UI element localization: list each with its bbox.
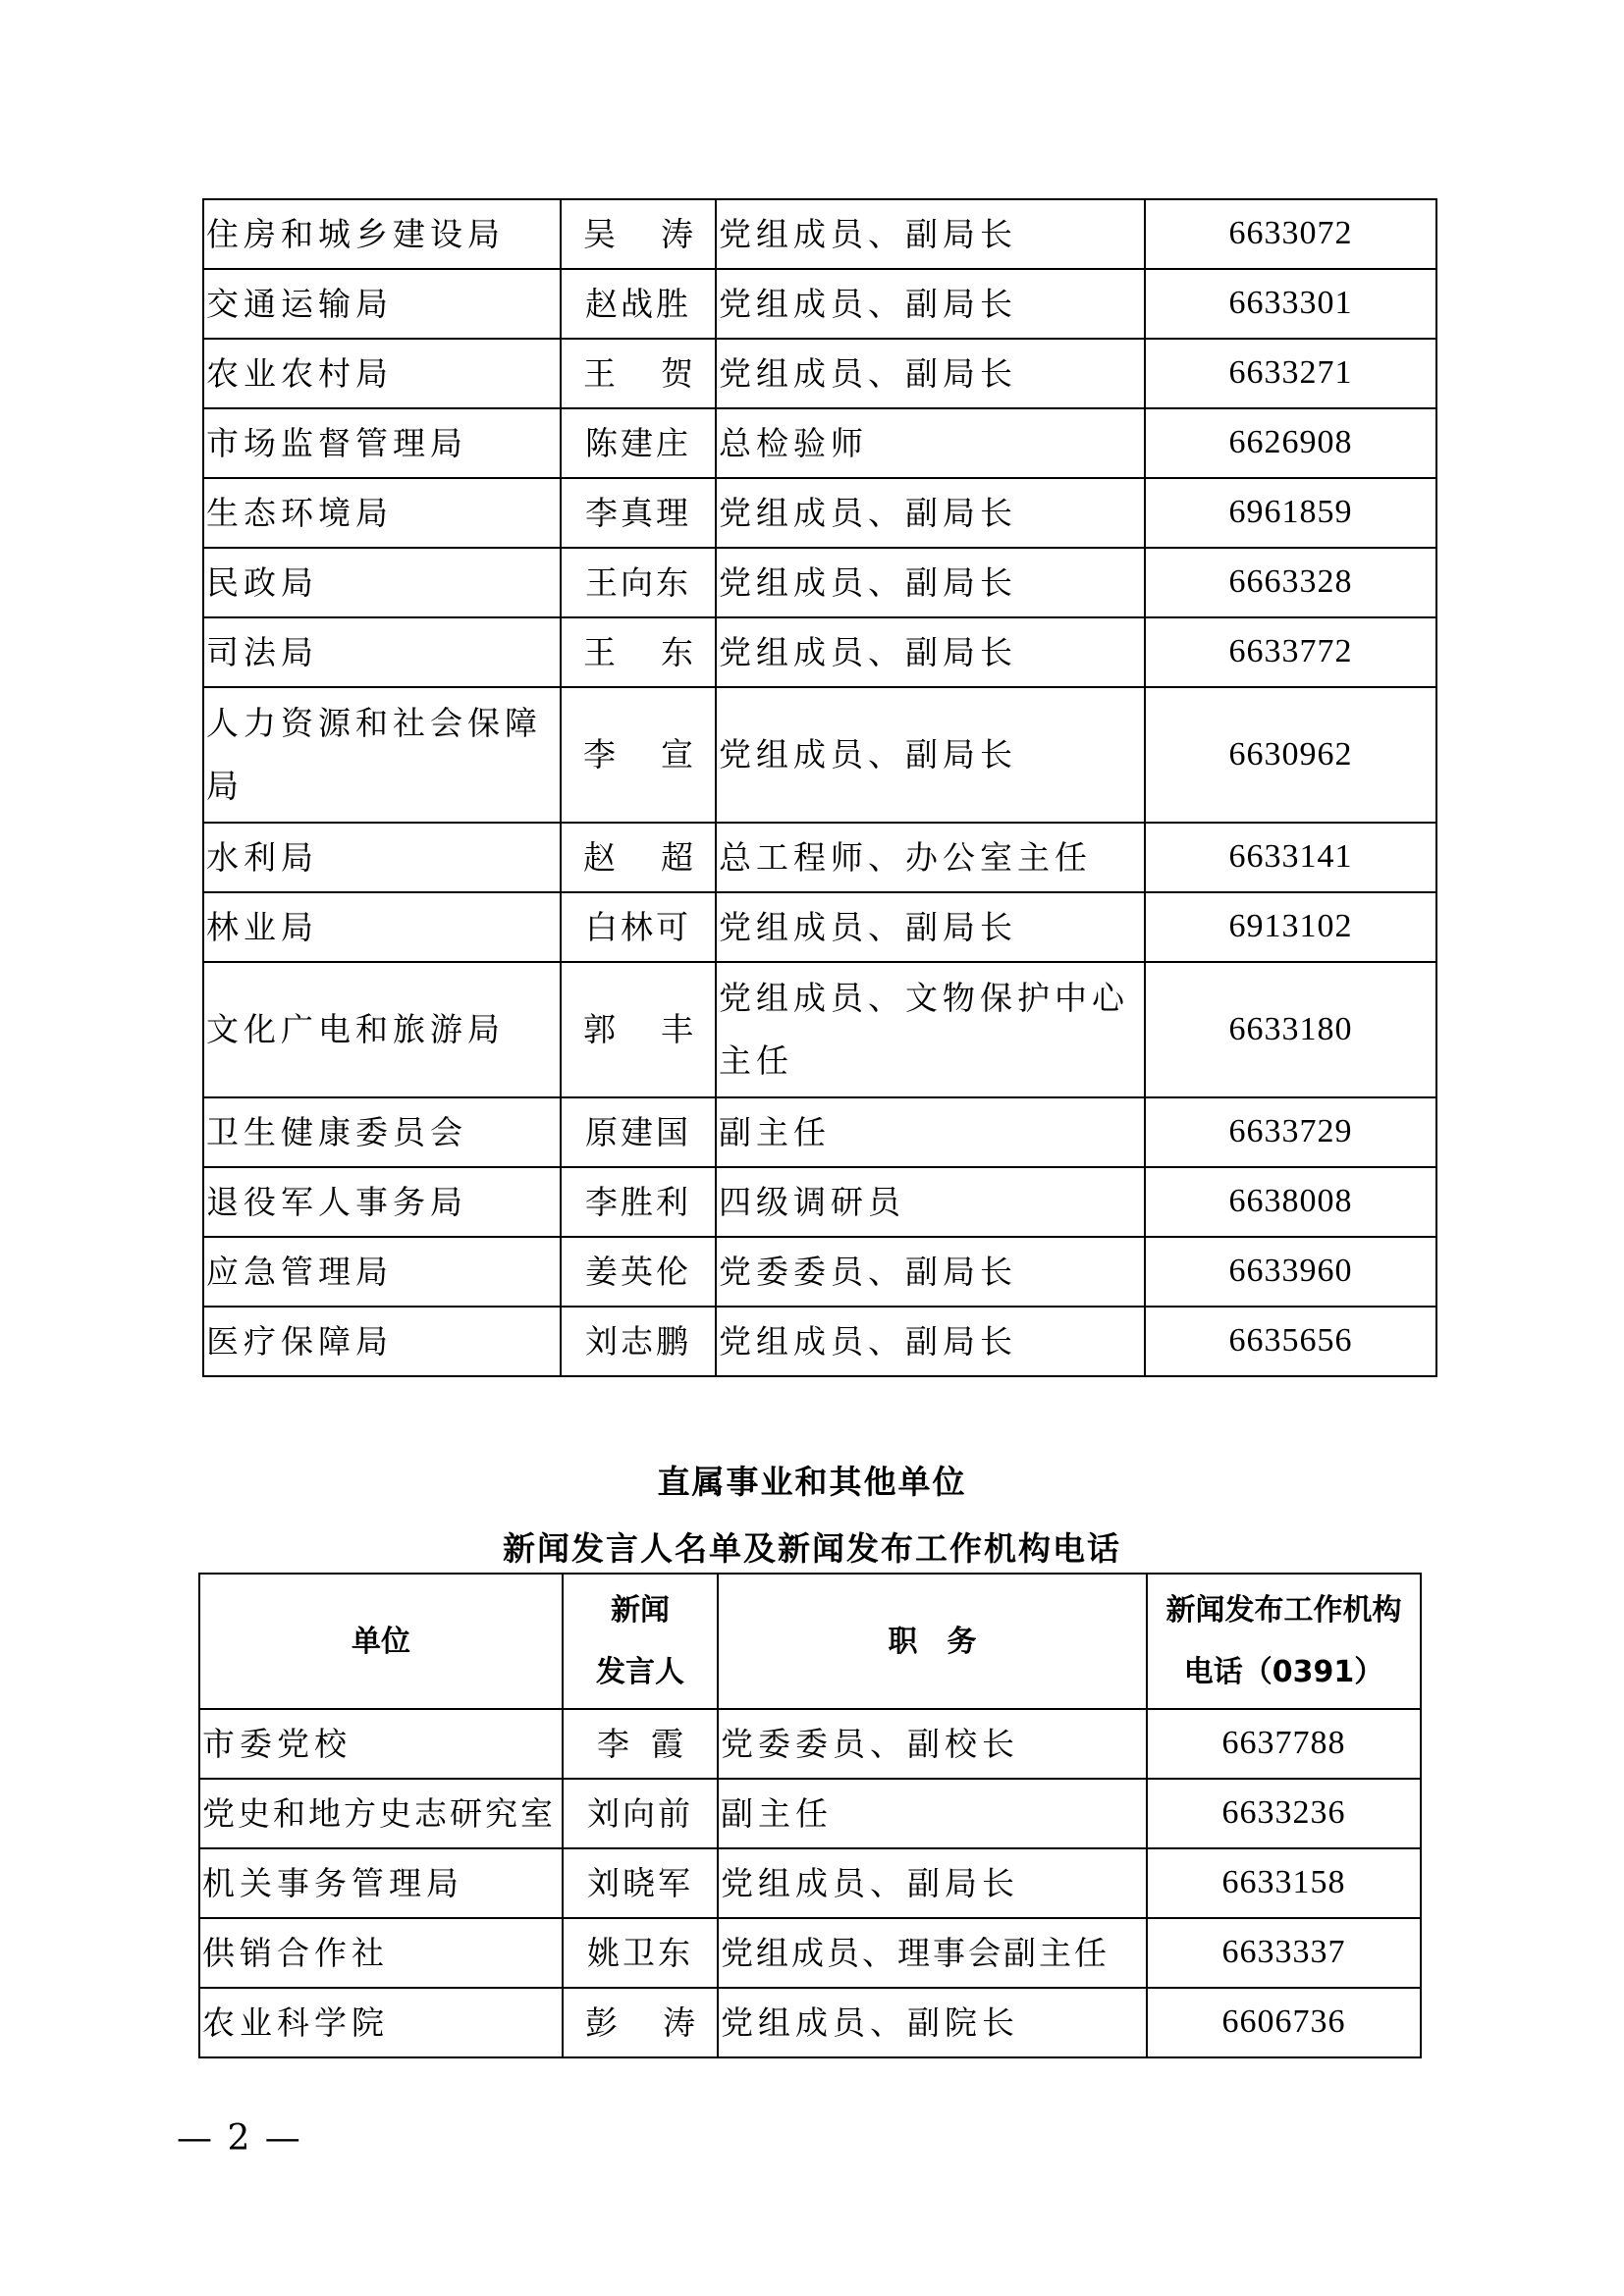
position-cell: 党组成员、副局长 (716, 687, 1145, 823)
table-row (203, 478, 1436, 548)
unit-cell: 水利局 (203, 823, 561, 892)
position-cell: 总检验师 (716, 408, 1145, 478)
spokesperson-table-bureaus (202, 198, 1437, 1377)
position-cell: 党组成员、副局长 (716, 269, 1145, 339)
position-cell: 党组成员、副局长 (716, 1307, 1145, 1376)
phone-cell: 6633236 (1147, 1779, 1421, 1848)
position-cell: 党组成员、文物保护中心主任 (716, 962, 1145, 1097)
unit-cell: 文化广电和旅游局 (203, 962, 561, 1097)
phone-cell: 6633158 (1147, 1848, 1421, 1918)
unit-cell: 市委党校 (199, 1709, 563, 1779)
table-row (199, 1988, 1421, 2057)
table-row (203, 892, 1436, 962)
phone-cell: 6633729 (1145, 1097, 1436, 1167)
spokesperson-cell: 王 东 (561, 617, 716, 687)
spokesperson-cell: 赵战胜 (561, 269, 716, 339)
spokesperson-cell: 原建国 (561, 1097, 716, 1167)
position-cell: 党组成员、副局长 (716, 892, 1145, 962)
position-cell: 党组成员、副局长 (716, 199, 1145, 269)
table-row (203, 199, 1436, 269)
unit-cell: 住房和城乡建设局 (203, 199, 561, 269)
table-row (203, 548, 1436, 617)
table-row (203, 823, 1436, 892)
unit-cell: 林业局 (203, 892, 561, 962)
spokesperson-table-affiliated-units (198, 1573, 1422, 2058)
phone-cell: 6633301 (1145, 269, 1436, 339)
table-row (203, 339, 1436, 408)
unit-cell: 交通运输局 (203, 269, 561, 339)
table-row (203, 687, 1436, 823)
phone-cell: 6633337 (1147, 1918, 1421, 1988)
table-row (203, 269, 1436, 339)
spokesperson-cell: 姜英伦 (561, 1237, 716, 1307)
position-cell: 党委委员、副校长 (718, 1709, 1147, 1779)
position-cell: 党组成员、副局长 (716, 339, 1145, 408)
table-row (203, 1237, 1436, 1307)
phone-cell: 6961859 (1145, 478, 1436, 548)
spokesperson-cell: 刘晓军 (563, 1848, 718, 1918)
column-header-spokesperson: 新闻 发言人 (563, 1574, 718, 1709)
column-header-phone: 新闻发布工作机构 电话（0391） (1147, 1574, 1421, 1709)
phone-cell: 6663328 (1145, 548, 1436, 617)
position-cell: 总工程师、办公室主任 (716, 823, 1145, 892)
position-cell: 党组成员、副局长 (716, 617, 1145, 687)
spokesperson-cell: 李 宣 (561, 687, 716, 823)
unit-cell: 民政局 (203, 548, 561, 617)
table-row (203, 617, 1436, 687)
phone-cell: 6633072 (1145, 199, 1436, 269)
phone-cell: 6913102 (1145, 892, 1436, 962)
unit-cell: 应急管理局 (203, 1237, 561, 1307)
position-cell: 党组成员、理事会副主任 (718, 1918, 1147, 1988)
position-cell: 党组成员、副局长 (716, 478, 1145, 548)
spokesperson-cell: 陈建庄 (561, 408, 716, 478)
table-header-row (199, 1574, 1421, 1709)
table-row (199, 1779, 1421, 1848)
spokesperson-cell: 刘向前 (563, 1779, 718, 1848)
table-row (203, 408, 1436, 478)
spokesperson-cell: 王向东 (561, 548, 716, 617)
phone-cell: 6635656 (1145, 1307, 1436, 1376)
unit-cell: 市场监督管理局 (203, 408, 561, 478)
spokesperson-cell: 彭 涛 (563, 1988, 718, 2057)
phone-cell: 6633141 (1145, 823, 1436, 892)
position-cell: 副主任 (718, 1779, 1147, 1848)
spokesperson-cell: 吴 涛 (561, 199, 716, 269)
spokesperson-cell: 刘志鹏 (561, 1307, 716, 1376)
table-row (199, 1848, 1421, 1918)
table-row (199, 1918, 1421, 1988)
unit-cell: 生态环境局 (203, 478, 561, 548)
unit-cell: 司法局 (203, 617, 561, 687)
position-cell: 党组成员、副院长 (718, 1988, 1147, 2057)
table-row (203, 962, 1436, 1097)
unit-cell: 党史和地方史志研究室 (199, 1779, 563, 1848)
unit-cell: 农业农村局 (203, 339, 561, 408)
spokesperson-cell: 郭 丰 (561, 962, 716, 1097)
table-row (203, 1097, 1436, 1167)
spokesperson-cell: 白林可 (561, 892, 716, 962)
spokesperson-cell: 王 贺 (561, 339, 716, 408)
position-cell: 党组成员、副局长 (716, 548, 1145, 617)
unit-cell: 人力资源和社会保障局 (203, 687, 561, 823)
phone-cell: 6630962 (1145, 687, 1436, 823)
phone-cell: 6633960 (1145, 1237, 1436, 1307)
unit-cell: 供销合作社 (199, 1918, 563, 1988)
unit-cell: 医疗保障局 (203, 1307, 561, 1376)
phone-cell: 6638008 (1145, 1167, 1436, 1237)
unit-cell: 卫生健康委员会 (203, 1097, 561, 1167)
column-header-position: 职 务 (718, 1574, 1147, 1709)
phone-cell: 6633271 (1145, 339, 1436, 408)
phone-cell: 6606736 (1147, 1988, 1421, 2057)
unit-cell: 机关事务管理局 (199, 1848, 563, 1918)
spokesperson-cell: 李 霞 (563, 1709, 718, 1779)
section-subtitle: 新闻发言人名单及新闻发布工作机构电话 (503, 1529, 1121, 1568)
table-row (203, 1307, 1436, 1376)
position-cell: 党委委员、副局长 (716, 1237, 1145, 1307)
section-title: 直属事业和其他单位 (657, 1463, 967, 1501)
phone-cell: 6633772 (1145, 617, 1436, 687)
position-cell: 党组成员、副局长 (718, 1848, 1147, 1918)
column-header-unit: 单位 (199, 1574, 563, 1709)
position-cell: 四级调研员 (716, 1167, 1145, 1237)
phone-cell: 6637788 (1147, 1709, 1421, 1779)
spokesperson-cell: 姚卫东 (563, 1918, 718, 1988)
page-number: — 2 — (177, 2118, 302, 2159)
phone-cell: 6633180 (1145, 962, 1436, 1097)
spokesperson-cell: 赵 超 (561, 823, 716, 892)
table-row (203, 1167, 1436, 1237)
unit-cell: 退役军人事务局 (203, 1167, 561, 1237)
position-cell: 副主任 (716, 1097, 1145, 1167)
spokesperson-cell: 李真理 (561, 478, 716, 548)
table-row (199, 1709, 1421, 1779)
spokesperson-cell: 李胜利 (561, 1167, 716, 1237)
unit-cell: 农业科学院 (199, 1988, 563, 2057)
phone-cell: 6626908 (1145, 408, 1436, 478)
